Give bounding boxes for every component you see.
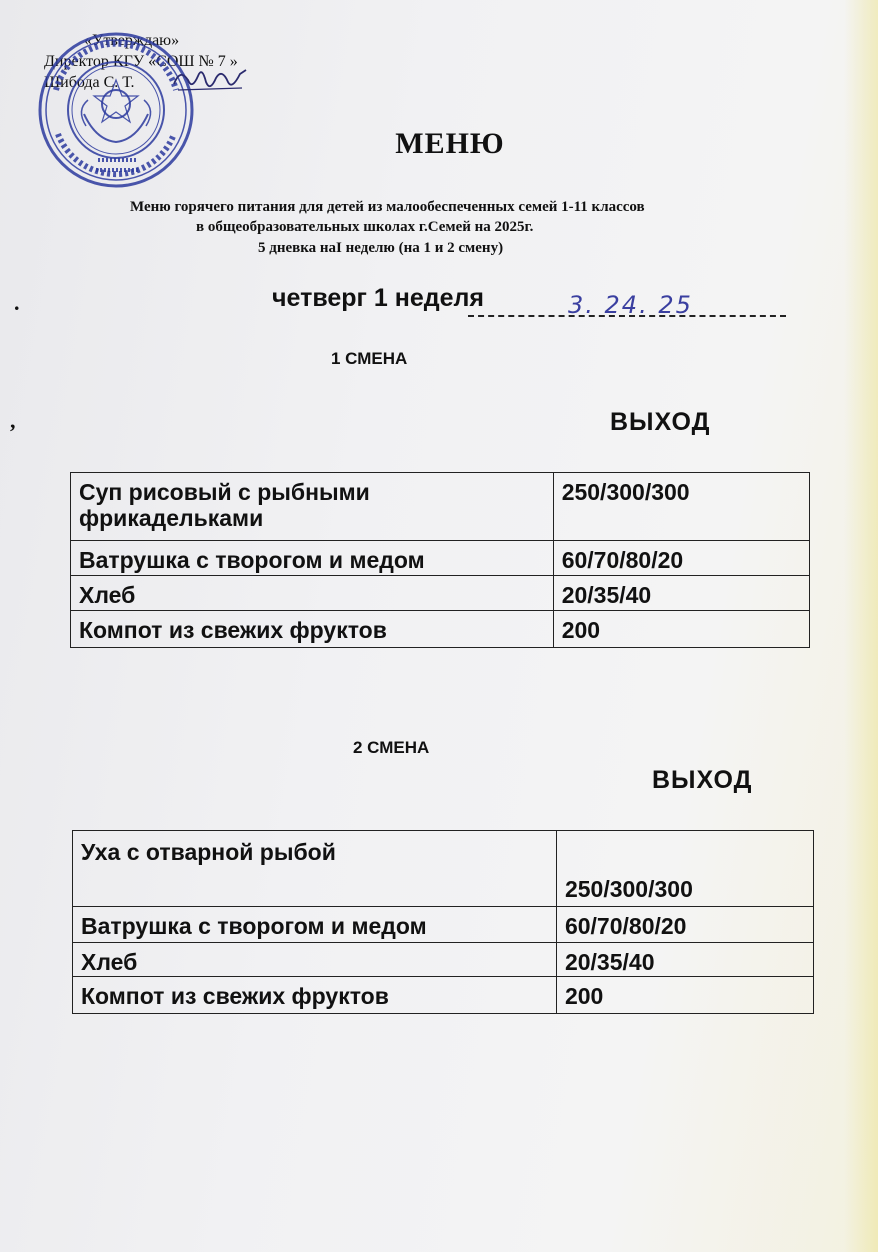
dish-name: Суп рисовый с рыбными фрикадельками — [71, 473, 554, 541]
table-row — [71, 576, 810, 611]
table-row — [73, 831, 814, 907]
table-row — [71, 473, 810, 541]
school-seal-stamp-icon — [36, 30, 196, 190]
dish-portion: 20/35/40 — [553, 576, 809, 611]
dish-name: Ватрушка с творогом и медом — [71, 541, 554, 576]
handwritten-date: 3. 24. 25 — [568, 291, 693, 319]
table-row — [71, 541, 810, 576]
shift-1-label: 1 СМЕНА — [331, 349, 408, 368]
dish-name: Ватрушка с творогом и медом — [73, 907, 557, 943]
dish-portion: 250/300/300 — [556, 831, 813, 907]
table-row — [73, 977, 814, 1014]
table-row — [73, 907, 814, 943]
subtitle-line-3: 5 дневка наI неделю (на 1 и 2 смену) — [258, 240, 504, 256]
table-row — [71, 611, 810, 648]
date-dashed-line — [468, 315, 786, 317]
subtitle-line-1: Меню горячего питания для детей из малообеспеченных семей 1-11 классов — [130, 199, 645, 215]
dish-portion: 200 — [553, 611, 809, 648]
approval-line-1: «Утверждаю» — [84, 32, 180, 49]
subtitle-line-2: в общеобразовательных школах г.Семей на 2025г. — [196, 219, 534, 235]
shift-1-menu-table — [70, 472, 810, 648]
approval-line-2: Директор КГУ «СОШ № 7 » — [44, 53, 238, 70]
director-signature-icon — [170, 62, 250, 98]
dot-mark: . — [14, 290, 20, 315]
dish-portion: 20/35/40 — [556, 943, 813, 977]
dish-portion: 60/70/80/20 — [556, 907, 813, 943]
dish-portion: 60/70/80/20 — [553, 541, 809, 576]
dish-name: Хлеб — [73, 943, 557, 977]
dish-portion: 250/300/300 — [553, 473, 809, 541]
page-title: МЕНЮ — [395, 127, 505, 160]
shift-2-output-label: ВЫХОД — [652, 766, 753, 794]
dish-name: Компот из свежих фруктов — [71, 611, 554, 648]
day-of-week: четверг 1 неделя — [272, 284, 484, 312]
dish-name: Уха с отварной рыбой — [73, 831, 557, 907]
shift-2-label: 2 СМЕНА — [353, 738, 430, 757]
comma-mark: , — [10, 408, 16, 433]
shift-1-output-label: ВЫХОД — [610, 408, 711, 436]
shift-2-menu-table — [72, 830, 814, 1014]
dish-portion: 200 — [556, 977, 813, 1014]
approval-line-3: Шибода С. Т. — [44, 74, 135, 91]
dish-name: Хлеб — [71, 576, 554, 611]
table-row — [73, 943, 814, 977]
paper-edge-shadow — [844, 0, 878, 1252]
dish-name: Компот из свежих фруктов — [73, 977, 557, 1014]
